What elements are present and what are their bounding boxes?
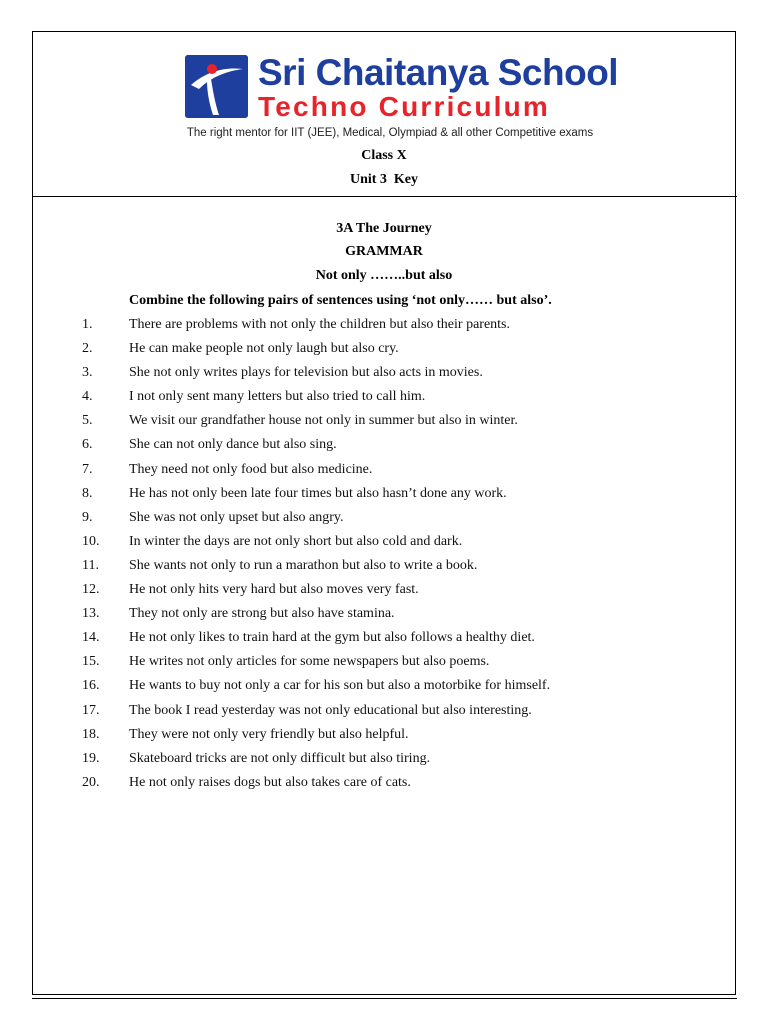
item-text: They not only are strong but also have stamina. (129, 606, 395, 622)
item-number: 2. (82, 341, 93, 357)
item-number: 11. (82, 557, 99, 573)
item-text: She can not only dance but also sing. (129, 437, 337, 453)
list-item (0, 675, 768, 699)
list-item (0, 555, 768, 579)
list-item (0, 338, 768, 362)
item-number: 3. (82, 365, 93, 381)
list-item (0, 507, 768, 531)
list-item (0, 651, 768, 675)
brand-tagline: The right mentor for IIT (JEE), Medical, Olympiad & all other Competitive exams (186, 127, 594, 139)
item-text: He not only likes to train hard at the gym but also follows a healthy diet. (129, 630, 535, 646)
unit-label: Unit 3 Key (349, 172, 419, 187)
item-text: There are problems with not only the children but also their parents. (129, 317, 511, 332)
item-text: They were not only very friendly but also helpful. (129, 726, 409, 742)
item-number: 1. (82, 317, 93, 332)
item-number: 19. (82, 750, 100, 766)
item-number: 14. (82, 630, 100, 646)
item-text: They need not only food but also medicine. (129, 461, 373, 477)
item-number: 5. (82, 413, 93, 429)
bottom-rule (32, 998, 737, 999)
item-number: 6. (82, 437, 93, 453)
list-item (0, 459, 768, 483)
item-text: She not only writes plays for television but also acts in movies. (129, 365, 483, 381)
item-number: 18. (82, 726, 100, 742)
class-label: Class X (361, 148, 407, 163)
item-number: 15. (82, 654, 100, 670)
topic-heading: Not only ……..but also (315, 268, 453, 283)
item-text: Skateboard tricks are not only difficult but also tiring. (129, 750, 431, 766)
item-text: The book I read yesterday was not only educational but also interesting. (129, 702, 532, 718)
item-number: 12. (82, 582, 100, 598)
school-logo-icon (185, 55, 248, 118)
list-item (0, 434, 768, 458)
list-item (0, 362, 768, 386)
item-text: He can make people not only laugh but also cry. (129, 341, 399, 357)
header-divider (32, 196, 737, 197)
item-text: He has not only been late four times but also hasn’t done any work. (129, 485, 507, 501)
list-item (0, 410, 768, 434)
item-number: 16. (82, 678, 100, 694)
list-item (0, 483, 768, 507)
item-number: 13. (82, 606, 100, 622)
item-number: 17. (82, 702, 100, 718)
list-item (0, 748, 768, 772)
item-text: She wants not only to run a marathon but also to write a book. (129, 557, 478, 573)
item-number: 4. (82, 389, 93, 405)
item-number: 10. (82, 533, 100, 549)
list-item (0, 603, 768, 627)
list-item (0, 772, 768, 796)
brand-name: Sri Chaitanya School (258, 52, 619, 93)
list-item (0, 531, 768, 555)
section-subtitle: GRAMMAR (345, 244, 423, 259)
item-text: In winter the days are not only short but also cold and dark. (129, 533, 463, 549)
list-item (0, 386, 768, 410)
list-item (0, 700, 768, 724)
item-number: 7. (82, 461, 93, 477)
item-number: 20. (82, 774, 100, 790)
item-text: We visit our grandfather house not only in summer but also in winter. (129, 413, 518, 429)
item-text: She was not only upset but also angry. (129, 509, 344, 525)
list-item (0, 724, 768, 748)
item-number: 9. (82, 509, 93, 525)
item-text: He wants to buy not only a car for his son but also a motorbike for himself. (129, 678, 551, 694)
item-text: He writes not only articles for some newspapers but also poems. (129, 654, 490, 670)
sentence-list (0, 314, 768, 796)
section-title: 3A The Journey (336, 221, 432, 236)
item-text: He not only hits very hard but also moves very fast. (129, 582, 419, 598)
list-item (0, 627, 768, 651)
item-text: I not only sent many letters but also tried to call him. (129, 389, 426, 405)
item-text: He not only raises dogs but also takes care of cats. (129, 774, 411, 790)
list-item (0, 314, 768, 338)
item-number: 8. (82, 485, 93, 501)
brand-subtitle: Techno Curriculum (258, 91, 551, 122)
list-item (0, 579, 768, 603)
instruction-text: Combine the following pairs of sentences using ‘not only…… but also’. (129, 293, 552, 308)
